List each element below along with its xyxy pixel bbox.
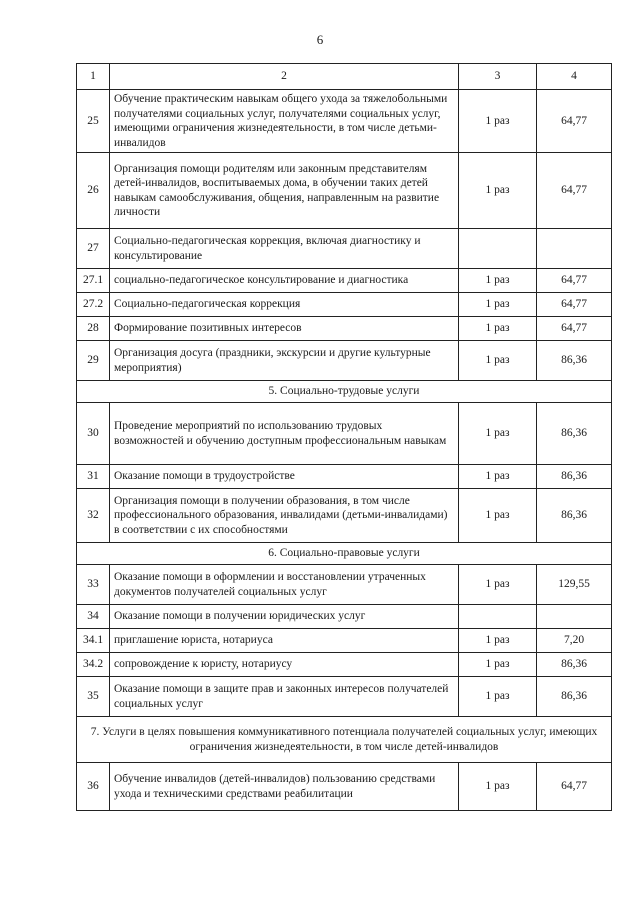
price-cell: 86,36 xyxy=(537,489,612,543)
row-number-cell: 34.2 xyxy=(77,653,110,677)
price-cell: 129,55 xyxy=(537,565,612,605)
services-table xyxy=(76,63,612,811)
frequency-cell: 1 раз xyxy=(459,341,537,381)
row-number-cell: 31 xyxy=(77,465,110,489)
frequency-cell: 1 раз xyxy=(459,317,537,341)
table-row xyxy=(77,489,612,543)
price-cell xyxy=(537,229,612,269)
frequency-cell: 1 раз xyxy=(459,629,537,653)
price-cell: 86,36 xyxy=(537,653,612,677)
service-name-cell: Оказание помощи в получении юридических услуг xyxy=(110,605,459,629)
price-cell: 86,36 xyxy=(537,341,612,381)
row-number-cell: 35 xyxy=(77,677,110,717)
price-cell: 86,36 xyxy=(537,403,612,465)
header-cell-name: 2 xyxy=(110,64,459,90)
price-cell: 64,77 xyxy=(537,763,612,811)
table-row xyxy=(77,229,612,269)
row-number-cell: 33 xyxy=(77,565,110,605)
frequency-cell: 1 раз xyxy=(459,153,537,229)
price-cell: 86,36 xyxy=(537,677,612,717)
service-name-cell: Оказание помощи в трудоустройстве xyxy=(110,465,459,489)
section-header-row xyxy=(77,717,612,763)
frequency-cell: 1 раз xyxy=(459,763,537,811)
header-cell-frequency: 3 xyxy=(459,64,537,90)
service-name-cell: сопровождение к юристу, нотариусу xyxy=(110,653,459,677)
price-cell: 64,77 xyxy=(537,317,612,341)
section-header-row xyxy=(77,381,612,403)
frequency-cell: 1 раз xyxy=(459,565,537,605)
page-number: 6 xyxy=(316,32,324,47)
services-table-body xyxy=(77,64,612,811)
table-row xyxy=(77,565,612,605)
header-cell-number: 1 xyxy=(77,64,110,90)
price-cell: 64,77 xyxy=(537,269,612,293)
frequency-cell xyxy=(459,605,537,629)
price-cell: 64,77 xyxy=(537,90,612,153)
price-cell: 64,77 xyxy=(537,293,612,317)
service-name-cell: Обучение инвалидов (детей-инвалидов) пользованию средствами ухода и техническими средствами реабилитации xyxy=(110,763,459,811)
table-row xyxy=(77,90,612,153)
row-number-cell: 27 xyxy=(77,229,110,269)
frequency-cell: 1 раз xyxy=(459,489,537,543)
section-title: 7. Услуги в целях повышения коммуникативного потенциала получателей социальных услуг, имеющих ограничения жизнедеятельности, в том числе детей-инвалидов xyxy=(77,717,612,763)
table-row xyxy=(77,653,612,677)
header-cell-price: 4 xyxy=(537,64,612,90)
price-cell: 86,36 xyxy=(537,465,612,489)
table-row xyxy=(77,763,612,811)
frequency-cell: 1 раз xyxy=(459,677,537,717)
service-name-cell: Оказание помощи в защите прав и законных интересов получателей социальных услуг xyxy=(110,677,459,717)
row-number-cell: 28 xyxy=(77,317,110,341)
service-name-cell: Организация досуга (праздники, экскурсии и другие культурные мероприятия) xyxy=(110,341,459,381)
section-title: 6. Социально-правовые услуги xyxy=(77,543,612,565)
row-number-cell: 27.2 xyxy=(77,293,110,317)
row-number-cell: 25 xyxy=(77,90,110,153)
table-row xyxy=(77,293,612,317)
table-row xyxy=(77,629,612,653)
frequency-cell xyxy=(459,229,537,269)
section-header-row xyxy=(77,543,612,565)
frequency-cell: 1 раз xyxy=(459,465,537,489)
table-row xyxy=(77,269,612,293)
table-row xyxy=(77,677,612,717)
service-name-cell: Организация помощи родителям или законным представителям детей-инвалидов, воспитываемых дома, в обучении таких детей навыкам самообслуживания, общения, направленным на развитие личности xyxy=(110,153,459,229)
service-name-cell: Социально-педагогическая коррекция, включая диагностику и консультирование xyxy=(110,229,459,269)
table-row xyxy=(77,605,612,629)
frequency-cell: 1 раз xyxy=(459,90,537,153)
row-number-cell: 30 xyxy=(77,403,110,465)
service-name-cell: социально-педагогическое консультирование и диагностика xyxy=(110,269,459,293)
table-row xyxy=(77,403,612,465)
table-row xyxy=(77,153,612,229)
table-row xyxy=(77,317,612,341)
service-name-cell: Организация помощи в получении образования, в том числе профессионального образования, инвалидами (детьми-инвалидами) в соответствии с их способностями xyxy=(110,489,459,543)
row-number-cell: 26 xyxy=(77,153,110,229)
frequency-cell: 1 раз xyxy=(459,653,537,677)
table-row xyxy=(77,465,612,489)
price-cell: 7,20 xyxy=(537,629,612,653)
table-header-row xyxy=(77,64,612,90)
service-name-cell: Обучение практическим навыкам общего ухода за тяжелобольными получателями социальных услуг, получателями социальных услуг, имеющими ограничения жизнедеятельности, в том числе детьми-инвалидов xyxy=(110,90,459,153)
service-name-cell: Социально-педагогическая коррекция xyxy=(110,293,459,317)
row-number-cell: 32 xyxy=(77,489,110,543)
service-name-cell: Проведение мероприятий по использованию трудовых возможностей и обучению доступным профессиональным навыкам xyxy=(110,403,459,465)
row-number-cell: 29 xyxy=(77,341,110,381)
frequency-cell: 1 раз xyxy=(459,403,537,465)
row-number-cell: 34 xyxy=(77,605,110,629)
row-number-cell: 36 xyxy=(77,763,110,811)
row-number-cell: 34.1 xyxy=(77,629,110,653)
frequency-cell: 1 раз xyxy=(459,269,537,293)
frequency-cell: 1 раз xyxy=(459,293,537,317)
section-title: 5. Социально-трудовые услуги xyxy=(77,381,612,403)
table-row xyxy=(77,341,612,381)
price-cell xyxy=(537,605,612,629)
price-cell: 64,77 xyxy=(537,153,612,229)
service-name-cell: Оказание помощи в оформлении и восстановлении утраченных документов получателей социальных услуг xyxy=(110,565,459,605)
service-name-cell: Формирование позитивных интересов xyxy=(110,317,459,341)
row-number-cell: 27.1 xyxy=(77,269,110,293)
service-name-cell: приглашение юриста, нотариуса xyxy=(110,629,459,653)
